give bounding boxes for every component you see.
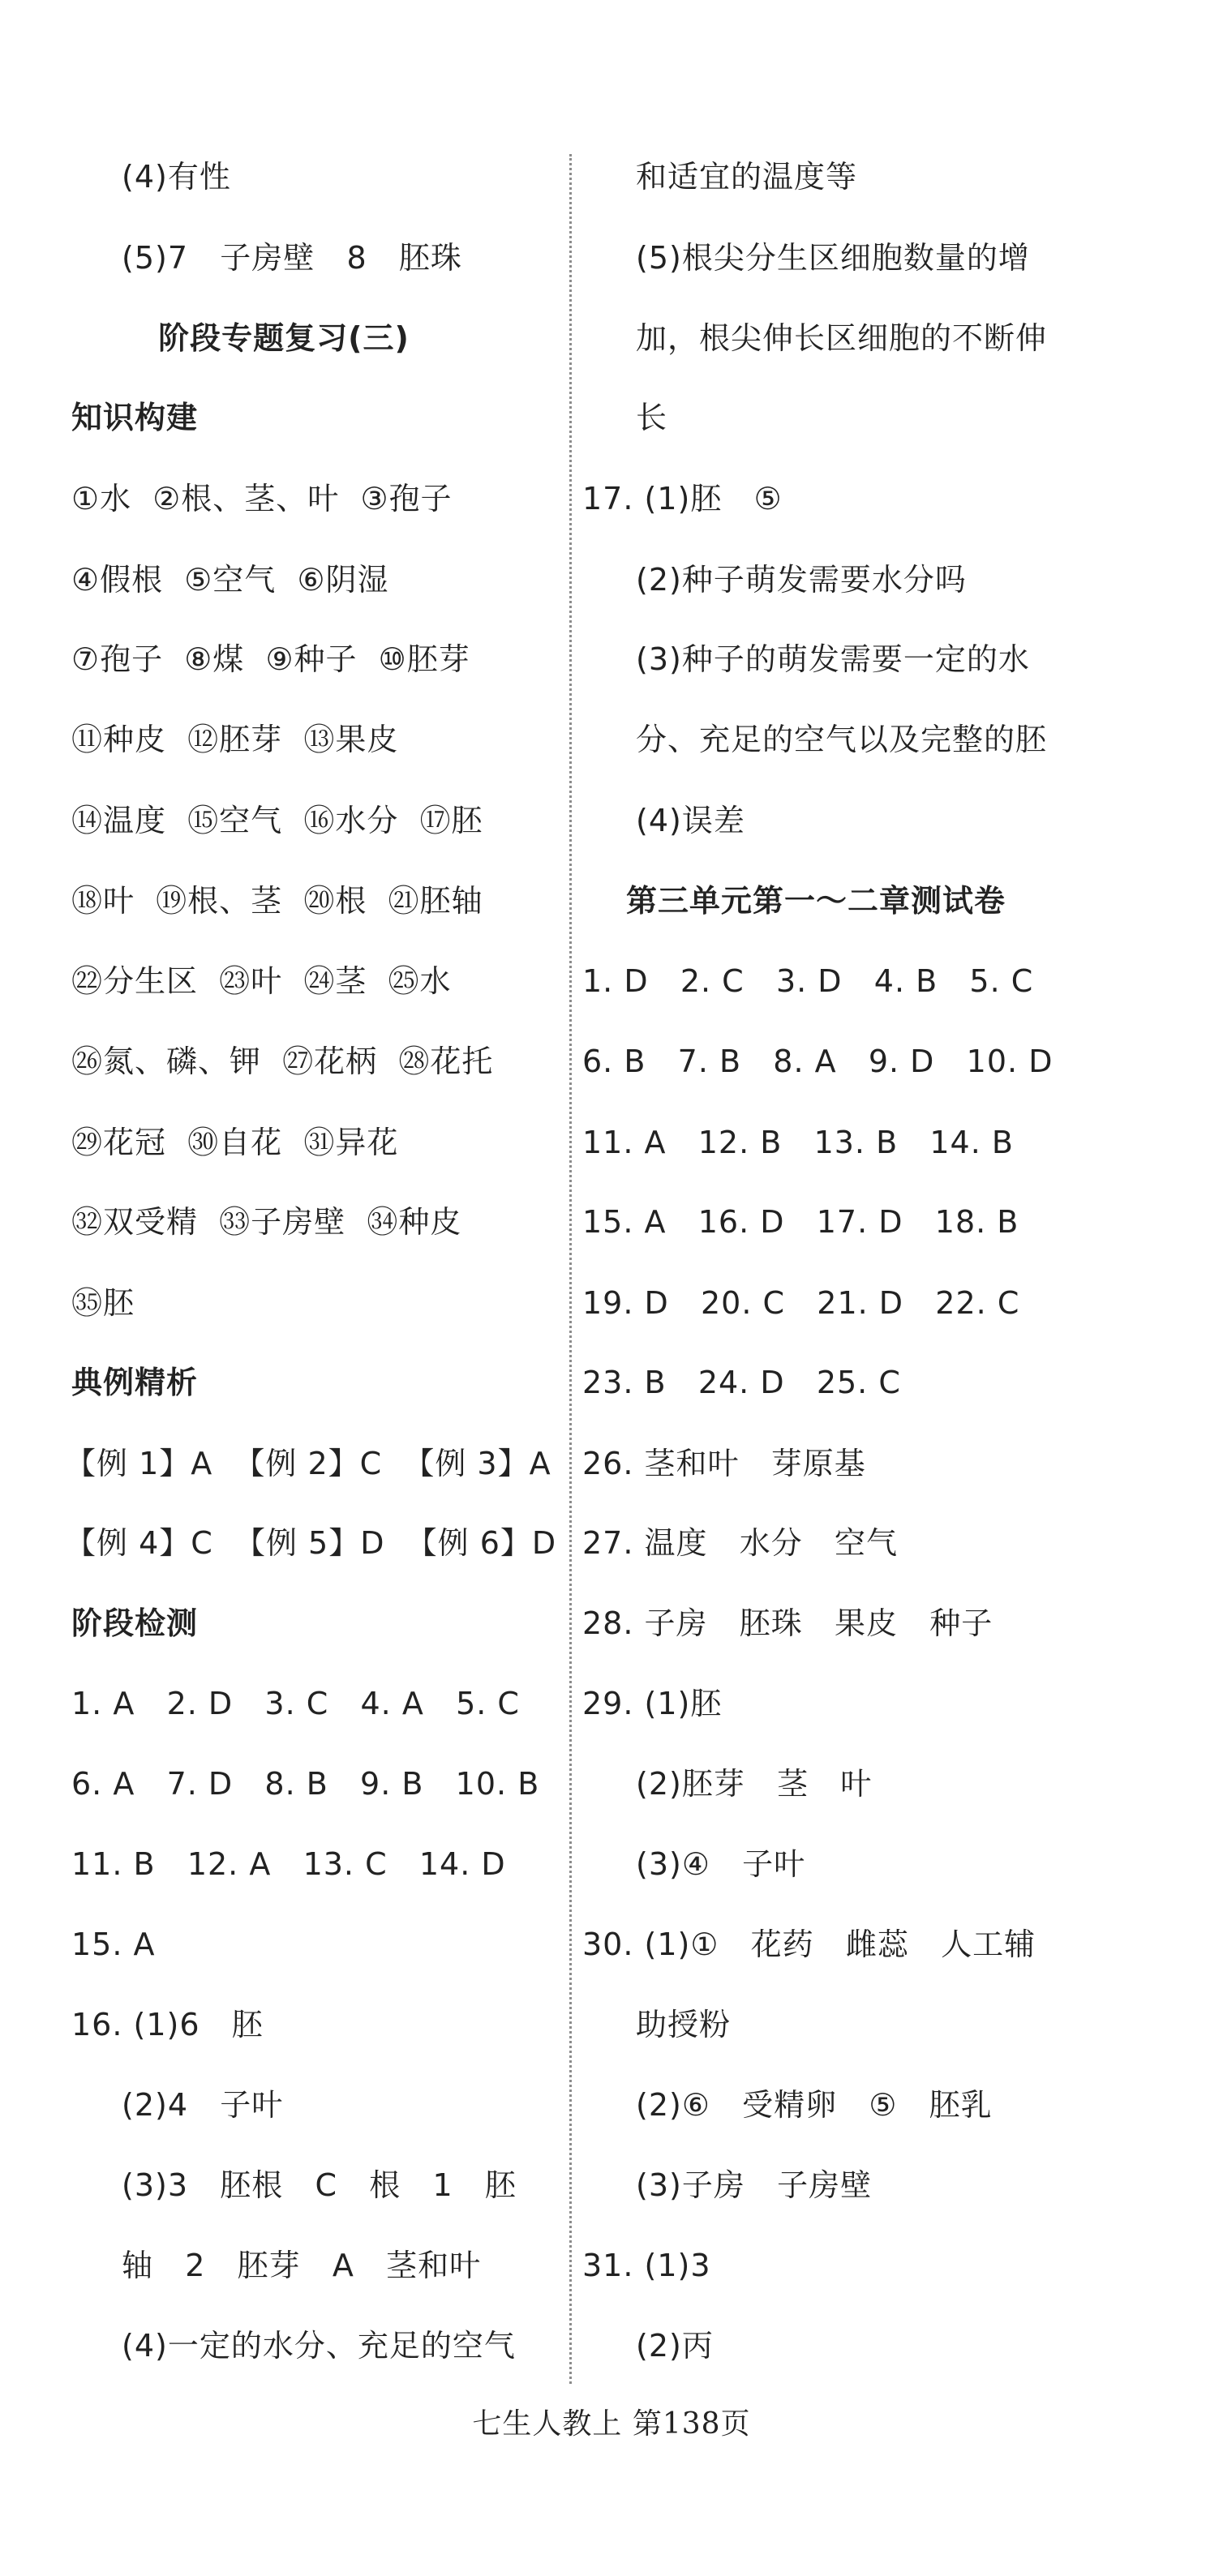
answer-line: (5)7 子房壁 8 胚珠 <box>122 240 462 276</box>
answer-line: 17. (1)胚 ⑤ <box>582 481 783 516</box>
answer-line: 15. A 16. D 17. D 18. B <box>582 1204 1019 1240</box>
answer-line: 19. D 20. C 21. D 22. C <box>582 1285 1020 1321</box>
answer-line: (4)一定的水分、充足的空气 <box>122 2328 516 2364</box>
answer-line: ⑦孢子 ⑧煤 ⑨种子 ⑩胚芽 <box>71 641 470 677</box>
answer-line: 长 <box>636 400 668 435</box>
answer-line: ㉒分生区 ㉓叶 ㉔茎 ㉕水 <box>71 963 452 999</box>
answer-line: (2)4 子叶 <box>122 2087 284 2123</box>
answer-line: 31. (1)3 <box>582 2248 711 2283</box>
answer-line: (4)有性 <box>122 159 231 195</box>
answer-line: 11. B 12. A 13. C 14. D <box>71 1846 506 1882</box>
subsection-heading: 典例精析 <box>71 1365 199 1400</box>
answer-line: 16. (1)6 胚 <box>71 2007 264 2042</box>
answer-line: 30. (1)① 花药 雌蕊 人工辅 <box>582 1927 1036 1962</box>
answer-line: (2)种子萌发需要水分吗 <box>636 562 967 598</box>
answer-line: 加，根尖伸长区细胞的不断伸 <box>636 320 1048 356</box>
answer-line: (3)④ 子叶 <box>636 1846 806 1882</box>
answer-line: ㉙花冠 ㉚自花 ㉛异花 <box>71 1125 399 1160</box>
subsection-heading: 阶段检测 <box>71 1605 199 1641</box>
answer-line: (2)⑥ 受精卵 ⑤ 胚乳 <box>636 2087 993 2123</box>
answer-line: 【例 4】C 【例 5】D 【例 6】D <box>65 1525 557 1561</box>
answer-line: 26. 茎和叶 芽原基 <box>582 1446 866 1481</box>
answer-line: ⑱叶 ⑲根、茎 ⑳根 ㉑胚轴 <box>71 883 483 919</box>
answer-line: ㉜双受精 ㉝子房壁 ㉞种皮 <box>71 1204 462 1240</box>
answer-line: 11. A 12. B 13. B 14. B <box>582 1125 1014 1160</box>
answer-line: ㉖氮、磷、钾 ㉗花柄 ㉘花托 <box>71 1044 494 1079</box>
section-title: 第三单元第一～二章测试卷 <box>626 883 1006 919</box>
answer-line: (2)胚芽 茎 叶 <box>636 1766 873 1802</box>
answer-line: ①水 ②根、茎、叶 ③孢子 <box>71 481 453 516</box>
answer-line: 15. A <box>71 1927 156 1962</box>
section-title: 阶段专题复习(三) <box>158 320 410 356</box>
answer-line: 1. D 2. C 3. D 4. B 5. C <box>582 963 1034 999</box>
answer-line: 【例 1】A 【例 2】C 【例 3】A <box>65 1446 551 1481</box>
subsection-heading: 知识构建 <box>71 400 199 435</box>
answer-line: (4)误差 <box>636 803 745 838</box>
answer-line: 助授粉 <box>636 2007 732 2042</box>
answer-line: 1. A 2. D 3. C 4. A 5. C <box>71 1686 520 1721</box>
answer-line: (2)丙 <box>636 2328 714 2364</box>
answer-line: (3)种子的萌发需要一定的水 <box>636 641 1030 677</box>
answer-line: 分、充足的空气以及完整的胚 <box>636 722 1048 757</box>
answer-line: ⑭温度 ⑮空气 ⑯水分 ⑰胚 <box>71 803 483 838</box>
answer-line: 6. A 7. D 8. B 9. B 10. B <box>71 1766 540 1802</box>
answer-line: 6. B 7. B 8. A 9. D 10. D <box>582 1044 1053 1079</box>
answer-line: 轴 2 胚芽 A 茎和叶 <box>122 2248 482 2283</box>
column-divider <box>569 154 572 2384</box>
answer-line: (3)3 胚根 C 根 1 胚 <box>122 2167 517 2203</box>
answer-line: 23. B 24. D 25. C <box>582 1365 901 1400</box>
answer-line: 29. (1)胚 <box>582 1686 723 1721</box>
answer-line: 和适宜的温度等 <box>636 159 858 195</box>
page-footer: 七生人教上 第138页 <box>472 2407 751 2441</box>
answer-line: (3)子房 子房壁 <box>636 2167 873 2203</box>
answer-line: ㉟胚 <box>71 1285 135 1321</box>
answer-line: ④假根 ⑤空气 ⑥阴湿 <box>71 562 389 598</box>
answer-line: 28. 子房 胚珠 果皮 种子 <box>582 1605 993 1641</box>
answer-line: 27. 温度 水分 空气 <box>582 1525 898 1561</box>
answer-line: ⑪种皮 ⑫胚芽 ⑬果皮 <box>71 722 399 757</box>
answer-line: (5)根尖分生区细胞数量的增 <box>636 240 1030 276</box>
